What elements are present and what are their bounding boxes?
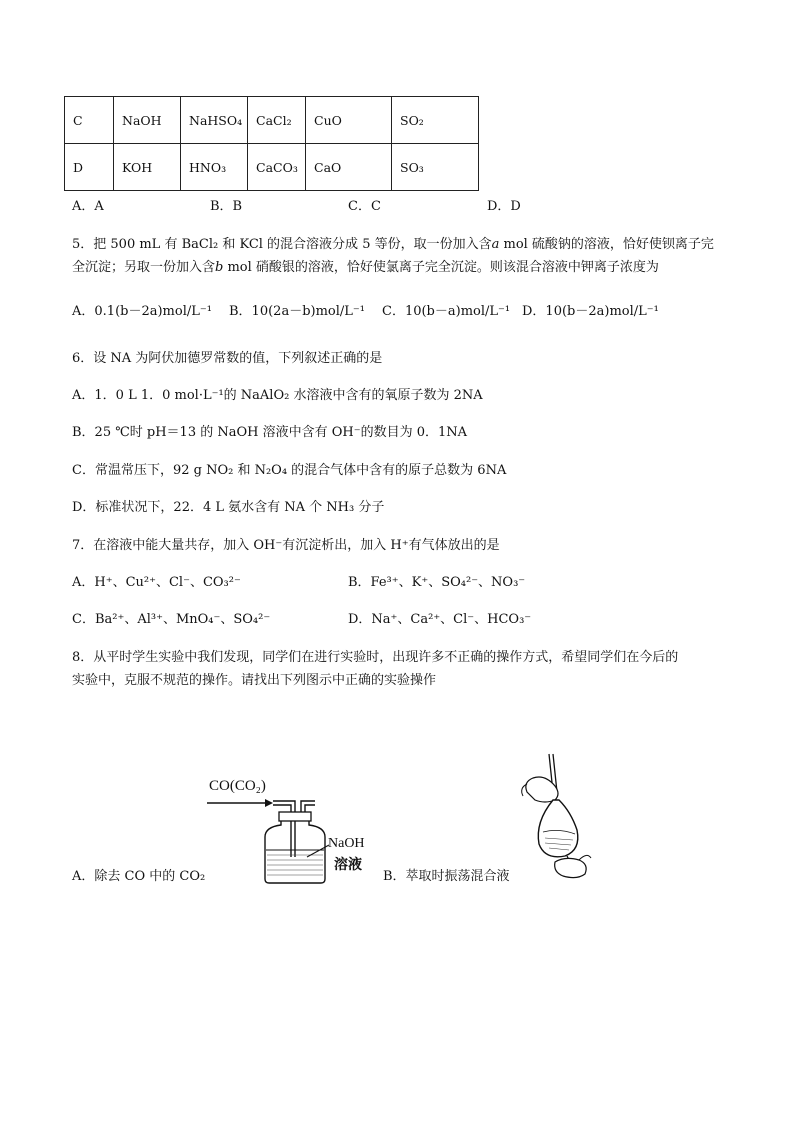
q8-stem-line1: 8．从平时学生实验中我们发现，同学们在进行实验时，出现许多不正确的操作方式，希望同学们在今后的	[72, 650, 679, 665]
q6-option-d[interactable]: D．标准状况下，22．4 L 氨水含有 NA 个 NH₃ 分子	[72, 500, 385, 515]
separatory-funnel-icon	[515, 752, 595, 882]
table-cell: CuO	[306, 97, 392, 144]
table-row	[65, 97, 479, 144]
options-table	[64, 96, 479, 191]
q4-option-a[interactable]: A．A	[72, 199, 104, 214]
figure-a-label[interactable]: A．除去 CO 中的 CO₂	[72, 869, 206, 884]
table-cell: HNO₃	[181, 144, 248, 191]
table-cell: CaO	[306, 144, 392, 191]
figure-b-label[interactable]: B．萃取时振荡混合液	[383, 869, 510, 884]
q7-stem: 7．在溶液中能大量共存，加入 OH⁻有沉淀析出，加入 H⁺有气体放出的是	[72, 538, 500, 553]
q6-option-a[interactable]: A．1．0 L 1．0 mol·L⁻¹的 NaAlO₂ 水溶液中含有的氧原子数为 2NA	[72, 388, 483, 403]
q7-option-b[interactable]: B．Fe³⁺、K⁺、SO₄²⁻、NO₃⁻	[348, 575, 526, 590]
gas-label: CO(CO₂)	[209, 778, 266, 794]
row-label: D	[65, 144, 114, 191]
q7-option-c[interactable]: C．Ba²⁺、Al³⁺、MnO₄⁻、SO₄²⁻	[72, 612, 271, 627]
q6-option-c[interactable]: C．常温常压下，92 g NO₂ 和 N₂O₄ 的混合气体中含有的原子总数为 6NA	[72, 463, 507, 478]
q4-option-b[interactable]: B．B	[210, 199, 243, 214]
q6-option-b[interactable]: B．25 ℃时 pH＝13 的 NaOH 溶液中含有 OH⁻的数目为 0．1NA	[72, 425, 468, 440]
table-cell: CaCO₃	[248, 144, 306, 191]
q7-option-a[interactable]: A．H⁺、Cu²⁺、Cl⁻、CO₃²⁻	[72, 575, 241, 590]
table-cell: SO₃	[392, 144, 479, 191]
table-cell: NaHSO₄	[181, 97, 248, 144]
var-b: b	[215, 260, 224, 275]
q8-stem-line2: 实验中，克服不规范的操作。请找出下列图示中正确的实验操作	[72, 673, 437, 688]
naoh-label: NaOH	[328, 836, 365, 851]
q7-option-d[interactable]: D．Na⁺、Ca²⁺、Cl⁻、HCO₃⁻	[348, 612, 532, 627]
var-a: a	[491, 237, 500, 252]
table-row	[65, 144, 479, 191]
table-cell: CaCl₂	[248, 97, 306, 144]
gas-washing-bottle-icon	[205, 795, 335, 885]
q4-option-c[interactable]: C．C	[348, 199, 381, 214]
q6-stem: 6．设 NA 为阿伏加德罗常数的值，下列叙述正确的是	[72, 351, 383, 366]
table-cell: KOH	[114, 144, 181, 191]
q5-option-b[interactable]: B．10(2a－b)mol/L⁻¹	[229, 304, 365, 319]
q5-stem-line1: 5．把 500 mL 有 BaCl₂ 和 KCl 的混合溶液分成 5 等份，取一份加入含a mol 硫酸钠的溶液，恰好使钡离子完	[72, 237, 714, 252]
q5-option-d[interactable]: D．10(b－2a)mol/L⁻¹	[522, 304, 659, 319]
q4-option-d[interactable]: D．D	[487, 199, 521, 214]
row-label: C	[65, 97, 114, 144]
q5-option-c[interactable]: C．10(b－a)mol/L⁻¹	[382, 304, 511, 319]
q5-option-a[interactable]: A．0.1(b－2a)mol/L⁻¹	[72, 304, 212, 319]
q5-stem-line2: 全沉淀；另取一份加入含b mol 硝酸银的溶液，恰好使氯离子完全沉淀。则该混合溶液中钾离子浓度为	[72, 260, 659, 275]
table-cell: SO₂	[392, 97, 479, 144]
solution-label: 溶液	[334, 857, 362, 873]
table-cell: NaOH	[114, 97, 181, 144]
